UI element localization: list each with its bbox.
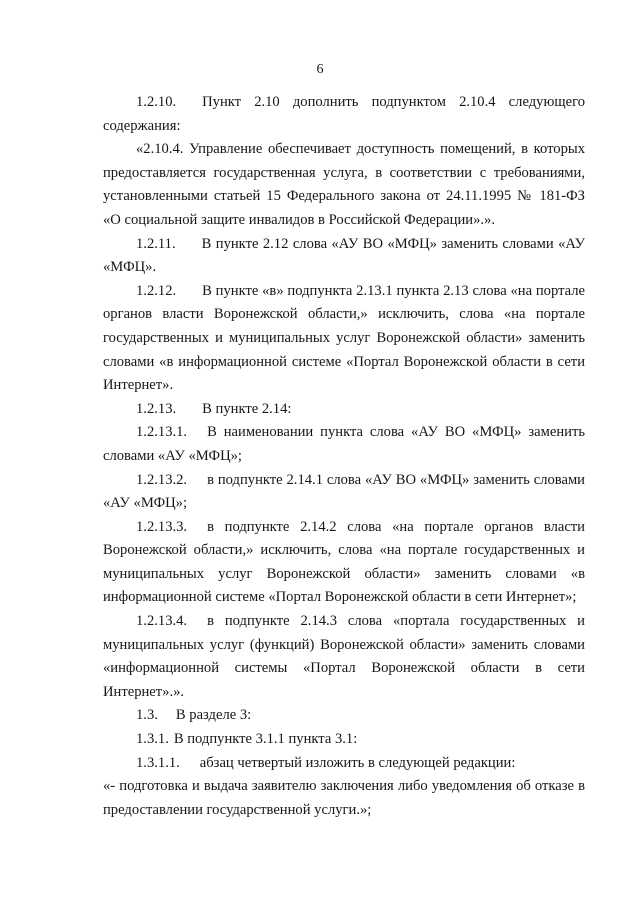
paragraph-number: 1.2.13. bbox=[136, 400, 177, 417]
paragraph-1-2-12 bbox=[103, 280, 585, 398]
paragraph-text: в подпункте 2.14.1 слова «АУ ВО «МФЦ» заменить словами «АУ «МФЦ»; bbox=[103, 471, 585, 512]
paragraph-quote-new-wording bbox=[103, 775, 585, 822]
paragraph-number: 1.3.1.1. bbox=[136, 754, 180, 771]
paragraph-1-2-13-1 bbox=[103, 421, 585, 468]
paragraph-1-2-13-3 bbox=[103, 516, 585, 610]
paragraph-number: 1.2.13.4. bbox=[136, 613, 188, 630]
paragraph-number: 1.2.11. bbox=[136, 235, 176, 252]
paragraph-text: в подпункте 2.14.2 слова «на портале органов власти Воронежской области,» исключить, слова «на портале государственных и муниципальных услуг Воронежской области» заменить словами «в информационной системе «Портал Воронежской области в сети Интернет»; bbox=[103, 518, 585, 606]
paragraph-text: В пункте 2.14: bbox=[202, 400, 292, 417]
paragraph-text: В разделе 3: bbox=[175, 707, 252, 724]
paragraph-1-3-1 bbox=[103, 728, 585, 752]
paragraph-text: Пункт 2.10 дополнить подпунктом 2.10.4 следующего содержания: bbox=[103, 94, 585, 134]
paragraph-number: 1.2.12. bbox=[136, 282, 177, 299]
paragraph-text: В наименовании пункта слова «АУ ВО «МФЦ» заменить словами «АУ «МФЦ»; bbox=[103, 424, 585, 464]
paragraph-text: В пункте «в» подпункта 2.13.1 пункта 2.13 слова «на портале органов власти Воронежской области,» исключить, слова «на портале государственных и муниципальных услуг Воронежской области» заменить словами «в информационной системе «Портал Воронежской области в сети Интернет». bbox=[103, 282, 585, 394]
paragraph-number: 1.2.13.1. bbox=[136, 424, 188, 441]
paragraph-1-3 bbox=[103, 704, 585, 728]
paragraph-text: абзац четвертый изложить в следующей редакции: bbox=[199, 754, 516, 771]
paragraph-quote-2-10-4 bbox=[103, 138, 585, 232]
paragraph-text: «- подготовка и выдача заявителю заключения либо уведомления об отказе в предоставлении государственной услуги.»; bbox=[103, 778, 585, 818]
paragraph-text: В пункте 2.12 слова «АУ ВО «МФЦ» заменить словами «АУ «МФЦ». bbox=[103, 235, 585, 276]
paragraph-1-2-13-2 bbox=[103, 469, 585, 516]
paragraph-1-2-11 bbox=[103, 233, 585, 280]
paragraph-number: 1.3. bbox=[136, 707, 158, 724]
paragraph-text: в подпункте 2.14.3 слова «портала государственных и муниципальных услуг (функций) Воронежской области» заменить словами «информационной системы «Портал Воронежской области в сети Интернет».». bbox=[103, 613, 585, 700]
page-number: 6 bbox=[316, 62, 324, 77]
paragraph-text: В подпункте 3.1.1 пункта 3.1: bbox=[173, 731, 358, 748]
paragraph-1-2-10 bbox=[103, 91, 585, 138]
paragraph-number: 1.2.13.3. bbox=[136, 518, 188, 535]
paragraph-number: 1.3.1. bbox=[136, 731, 169, 748]
paragraph-number: 1.2.13.2. bbox=[136, 471, 188, 488]
paragraph-number: 1.2.10. bbox=[136, 94, 177, 110]
paragraph-1-2-13 bbox=[103, 398, 585, 422]
paragraph-text: «2.10.4. Управление обеспечивает доступность помещений, в которых предоставляется государственная услуга, в соответствии с требованиями, установленными статьей 15 Федерального закона от 24.11.1995 № 181-ФЗ «О социальной защите инвалидов в Российской Федерации».». bbox=[103, 141, 585, 228]
paragraph-1-2-13-4 bbox=[103, 610, 585, 704]
document-body bbox=[103, 91, 585, 822]
paragraph-1-3-1-1 bbox=[103, 752, 585, 776]
